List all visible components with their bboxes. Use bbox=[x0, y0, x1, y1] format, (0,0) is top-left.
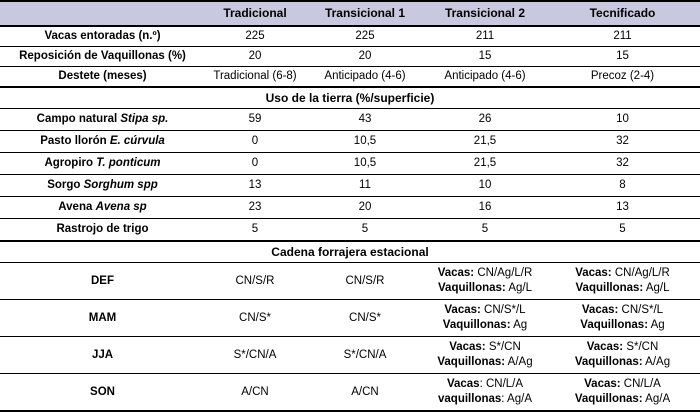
species-name: E. cúrvula bbox=[109, 135, 165, 148]
corner-cell bbox=[0, 1, 205, 26]
data-cell: 32 bbox=[545, 131, 700, 153]
forage-line-vacas bbox=[547, 303, 698, 318]
forage-line-label: Vaquillonas: bbox=[574, 393, 643, 405]
column-header-tecnificado: Tecnificado bbox=[545, 1, 700, 26]
forage-line-vaquillonas bbox=[547, 281, 698, 296]
forage-line-value: CN/S*/L bbox=[618, 304, 664, 316]
data-cell: 20 bbox=[305, 47, 425, 67]
data-cell: 32 bbox=[545, 153, 700, 175]
data-cell: 211 bbox=[425, 26, 545, 47]
forage-cell bbox=[545, 300, 700, 337]
forage-cell bbox=[425, 337, 545, 374]
forage-cell bbox=[545, 263, 700, 300]
forage-line-vacas bbox=[427, 340, 543, 355]
data-cell: 20 bbox=[205, 47, 305, 67]
data-cell: S*/CN/A bbox=[205, 337, 305, 374]
data-cell: 5 bbox=[425, 219, 545, 242]
data-cell: CN/S* bbox=[205, 300, 305, 337]
data-cell: CN/S/R bbox=[205, 263, 305, 300]
column-header-transicional-1: Transicional 1 bbox=[305, 1, 425, 26]
data-cell: S*/CN/A bbox=[305, 337, 425, 374]
forage-line-vacas bbox=[427, 377, 543, 392]
data-cell: 59 bbox=[205, 109, 305, 131]
species-name: Avena sp bbox=[95, 201, 147, 214]
data-cell: CN/S* bbox=[305, 300, 425, 337]
crop-name: Avena bbox=[58, 201, 96, 214]
section-row-land-use bbox=[0, 87, 700, 109]
species-name: Sorghum spp bbox=[83, 179, 158, 192]
forage-cell bbox=[545, 337, 700, 374]
data-cell: 16 bbox=[425, 197, 545, 219]
forage-line-value: A/Ag bbox=[642, 356, 671, 368]
row-label bbox=[0, 197, 205, 219]
row-jja bbox=[0, 337, 700, 374]
row-son bbox=[0, 374, 700, 412]
data-cell: A/CN bbox=[205, 374, 305, 412]
forage-line-vacas bbox=[547, 266, 698, 281]
forage-line-label: Vacas: bbox=[437, 267, 475, 279]
forage-line-vaquillonas bbox=[427, 281, 543, 296]
data-cell: Tradicional (6-8) bbox=[205, 67, 305, 88]
crop-name: Pasto llorón bbox=[40, 135, 110, 148]
row-label: Destete (meses) bbox=[0, 67, 205, 88]
row-destete bbox=[0, 67, 700, 88]
data-cell: 0 bbox=[205, 131, 305, 153]
row-label: Vacas entoradas (n.º) bbox=[0, 26, 205, 47]
forage-line-value: CN/S*/L bbox=[480, 304, 526, 316]
row-reposicion bbox=[0, 47, 700, 67]
forage-line-label: Vacas: bbox=[586, 341, 624, 353]
crop-name: Sorgo bbox=[47, 179, 84, 192]
forage-line-value: : CN/L/A bbox=[479, 378, 524, 390]
data-cell: 10 bbox=[425, 175, 545, 197]
data-cell: 10,5 bbox=[305, 153, 425, 175]
species-name: Stipa sp. bbox=[120, 113, 169, 126]
section-header: Cadena forrajera estacional bbox=[0, 241, 700, 263]
forage-line-value: S*/CN bbox=[485, 341, 521, 353]
forage-line-value: : Ag/A bbox=[501, 393, 532, 405]
section-row-forage-chain bbox=[0, 241, 700, 263]
data-cell: 11 bbox=[305, 175, 425, 197]
data-cell: Precoz (2-4) bbox=[545, 67, 700, 88]
forage-line-value: Ag/A bbox=[642, 393, 671, 405]
forage-line-vaquillonas bbox=[547, 355, 698, 370]
row-pasto-lloron bbox=[0, 131, 700, 153]
data-cell: Anticipado (4-6) bbox=[305, 67, 425, 88]
data-cell: CN/S/R bbox=[305, 263, 425, 300]
data-cell: 5 bbox=[205, 219, 305, 242]
forage-line-label: Vaquillonas: bbox=[442, 319, 511, 331]
forage-line-vaquillonas bbox=[547, 392, 698, 407]
data-cell: 13 bbox=[205, 175, 305, 197]
forage-line-value: Ag/L bbox=[643, 282, 670, 294]
forage-line-vacas bbox=[427, 266, 543, 281]
forage-line-vacas bbox=[547, 340, 698, 355]
section-header: Uso de la tierra (%/superficie) bbox=[0, 87, 700, 109]
row-label bbox=[0, 153, 205, 175]
forage-line-value: CN/Ag/L/R bbox=[611, 267, 670, 279]
data-cell: 211 bbox=[545, 26, 700, 47]
crop-name: Campo natural bbox=[36, 113, 121, 126]
row-agropiro bbox=[0, 153, 700, 175]
forage-line-label: Vacas bbox=[446, 378, 480, 390]
row-label bbox=[0, 109, 205, 131]
forage-line-label: Vaquillonas: bbox=[574, 356, 643, 368]
row-label bbox=[0, 175, 205, 197]
season-label: SON bbox=[0, 374, 205, 412]
forage-line-label: Vacas: bbox=[449, 341, 486, 353]
forage-cell bbox=[425, 263, 545, 300]
season-label: DEF bbox=[0, 263, 205, 300]
season-label: MAM bbox=[0, 300, 205, 337]
forage-line-vaquillonas bbox=[427, 318, 543, 333]
forage-line-label: Vaquillonas: bbox=[580, 319, 649, 331]
forage-line-vacas bbox=[427, 303, 543, 318]
data-cell: 225 bbox=[205, 26, 305, 47]
row-rastrojo bbox=[0, 219, 700, 242]
data-cell: 10,5 bbox=[305, 131, 425, 153]
data-cell: 0 bbox=[205, 153, 305, 175]
forage-line-label: Vacas: bbox=[575, 267, 612, 279]
data-cell: Anticipado (4-6) bbox=[425, 67, 545, 88]
forage-line-value: A/Ag bbox=[505, 356, 533, 368]
species-name: T. ponticum bbox=[96, 157, 161, 170]
data-cell: 21,5 bbox=[425, 153, 545, 175]
forage-cell bbox=[425, 374, 545, 412]
row-def bbox=[0, 263, 700, 300]
forage-line-label: Vacas: bbox=[444, 304, 481, 316]
forage-line-label: Vaquillonas: bbox=[438, 282, 506, 294]
row-vacas-entoradas bbox=[0, 26, 700, 47]
forage-line-label: vaquillonas bbox=[438, 393, 502, 405]
data-cell: 15 bbox=[545, 47, 700, 67]
row-label bbox=[0, 219, 205, 242]
forage-line-vaquillonas bbox=[427, 355, 543, 370]
data-cell: 21,5 bbox=[425, 131, 545, 153]
forage-line-value: Ag bbox=[648, 319, 665, 331]
data-cell: 5 bbox=[305, 219, 425, 242]
data-cell: 10 bbox=[545, 109, 700, 131]
forage-cell bbox=[425, 300, 545, 337]
forage-line-label: Vacas: bbox=[584, 378, 621, 390]
forage-line-value: Ag bbox=[510, 319, 528, 331]
forage-line-vaquillonas bbox=[547, 318, 698, 333]
data-cell: 225 bbox=[305, 26, 425, 47]
data-cell: 13 bbox=[545, 197, 700, 219]
forage-cell bbox=[545, 374, 700, 412]
data-cell: 15 bbox=[425, 47, 545, 67]
row-avena bbox=[0, 197, 700, 219]
column-header-transicional-2: Transicional 2 bbox=[425, 1, 545, 26]
forage-line-value: CN/Ag/L/R bbox=[474, 267, 533, 279]
data-cell: 20 bbox=[305, 197, 425, 219]
forage-line-value: CN/L/A bbox=[620, 378, 661, 390]
row-label bbox=[0, 131, 205, 153]
forage-line-vaquillonas bbox=[427, 392, 543, 407]
data-cell: 26 bbox=[425, 109, 545, 131]
forage-line-label: Vaquillonas: bbox=[575, 282, 644, 294]
data-cell: A/CN bbox=[305, 374, 425, 412]
crop-name: Agropiro bbox=[44, 157, 97, 170]
row-campo-natural bbox=[0, 109, 700, 131]
forage-line-label: Vacas: bbox=[581, 304, 619, 316]
header-row bbox=[0, 1, 700, 26]
forage-line-label: Vaquillonas: bbox=[437, 356, 506, 368]
data-cell: 5 bbox=[545, 219, 700, 242]
forage-line-vacas bbox=[547, 377, 698, 392]
data-cell: 8 bbox=[545, 175, 700, 197]
row-mam bbox=[0, 300, 700, 337]
forage-line-value: S*/CN bbox=[623, 341, 659, 353]
row-sorgo bbox=[0, 175, 700, 197]
row-label: Reposición de Vaquillonas (%) bbox=[0, 47, 205, 67]
data-cell: 43 bbox=[305, 109, 425, 131]
crop-name: Rastrojo de trigo bbox=[56, 223, 149, 236]
data-cell: 23 bbox=[205, 197, 305, 219]
column-header-tradicional: Tradicional bbox=[205, 1, 305, 26]
forage-line-value: Ag/L bbox=[505, 282, 532, 294]
season-label: JJA bbox=[0, 337, 205, 374]
